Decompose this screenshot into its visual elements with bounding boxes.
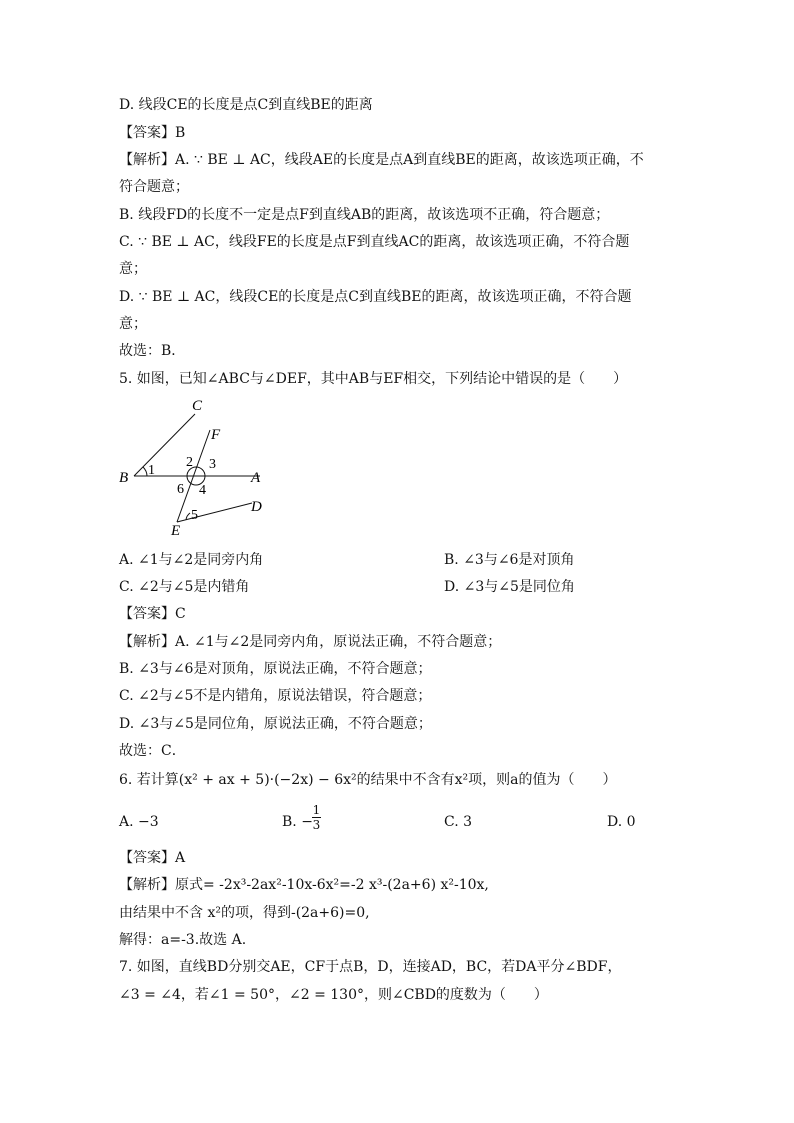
angle-label-5: 5 (191, 508, 198, 523)
option-b: B. ∠3与∠6是对顶角 (444, 552, 575, 568)
text-line: 【解析】原式= -2x³-2ax²-10x-6x²=-2 x³-(2a+6) x²-10x, (119, 877, 489, 893)
text-line: B. ∠3与∠6是对顶角，原说法正确，不符合题意； (119, 661, 432, 677)
angle-label-4: 4 (199, 483, 206, 498)
text-line: D. 线段CE的长度是点C到直线BE的距离 (119, 97, 373, 113)
option-b-fraction (312, 803, 321, 832)
answer-label: 【答案】A (119, 850, 186, 866)
text-line: ∠3 = ∠4，若∠1 = 50°，∠2 = 130°，则∠CBD的度数为（ ） (119, 987, 548, 1003)
option-a: A. −3 (119, 814, 159, 830)
text-line: D. ∠3与∠5是同位角，原说法正确，不符合题意； (119, 716, 432, 732)
text-line: B. 线段FD的长度不一定是点F到直线AB的距离，故该选项不正确，符合题意； (119, 207, 610, 223)
angle-label-2: 2 (186, 455, 193, 470)
angle-label-1: 1 (148, 463, 155, 478)
point-label-d: D (251, 499, 262, 515)
text-line: 故选：C． (119, 743, 186, 759)
point-label-c: C (192, 398, 203, 414)
text-line: 意； (119, 261, 147, 277)
geometry-figure (112, 395, 272, 540)
answer-label: 【答案】C (119, 606, 186, 622)
fraction-numerator: 1 (312, 803, 321, 817)
text-line: D. ∵ BE ⊥ AC，线段CE的长度是点C到直线BE的距离，故该选项正确，不符合题 (119, 289, 632, 305)
text-line: 故选：B． (119, 343, 186, 359)
angle-label-6: 6 (177, 482, 184, 497)
question-5: 5. 如图，已知∠ABC与∠DEF，其中AB与EF相交，下列结论中错误的是（ ） (119, 371, 628, 387)
answer-label: 【答案】B (119, 125, 186, 141)
option-c: C. 3 (444, 814, 473, 830)
angle-arc-1 (143, 467, 147, 476)
option-c: C. ∠2与∠5是内错角 (119, 579, 250, 595)
point-label-a: A (251, 470, 261, 486)
text-line: 解得：a=-3.故选 A. (119, 932, 247, 948)
option-b-prefix: B. − (282, 814, 313, 830)
question-6: 6. 若计算(x² + ax + 5)·(−2x) − 6x²的结果中不含有x²项，则a的值为（ ） (119, 772, 617, 788)
text-line: 由结果中不含 x²的项，得到-(2a+6)=0, (119, 905, 370, 921)
text-line: 【解析】A. ∵ BE ⊥ AC，线段AE的长度是点A到直线BE的距离，故该选项正确，不 (119, 152, 644, 168)
option-d: D. ∠3与∠5是同位角 (444, 579, 575, 595)
text-line: 【解析】A. ∠1与∠2是同旁内角，原说法正确，不符合题意； (119, 634, 502, 650)
point-label-b: B (119, 470, 129, 486)
fraction-denominator: 3 (312, 818, 321, 832)
point-label-e: E (171, 523, 181, 539)
text-line: 符合题意； (119, 179, 189, 195)
text-line: 意； (119, 316, 147, 332)
angle-label-3: 3 (209, 457, 216, 472)
text-line: C. ∠2与∠5不是内错角，原说法错误，符合题意； (119, 688, 432, 704)
question-7: 7. 如图，直线BD分别交AE，CF于点B，D，连接AD，BC，若DA平分∠BDF， (119, 959, 622, 975)
point-label-f: F (211, 427, 221, 443)
line-ed (177, 503, 252, 522)
option-a: A. ∠1与∠2是同旁内角 (119, 552, 264, 568)
option-d: D. 0 (607, 814, 636, 830)
text-line: C. ∵ BE ⊥ AC，线段FE的长度是点F到直线AC的距离，故该选项正确，不符合题 (119, 234, 630, 250)
